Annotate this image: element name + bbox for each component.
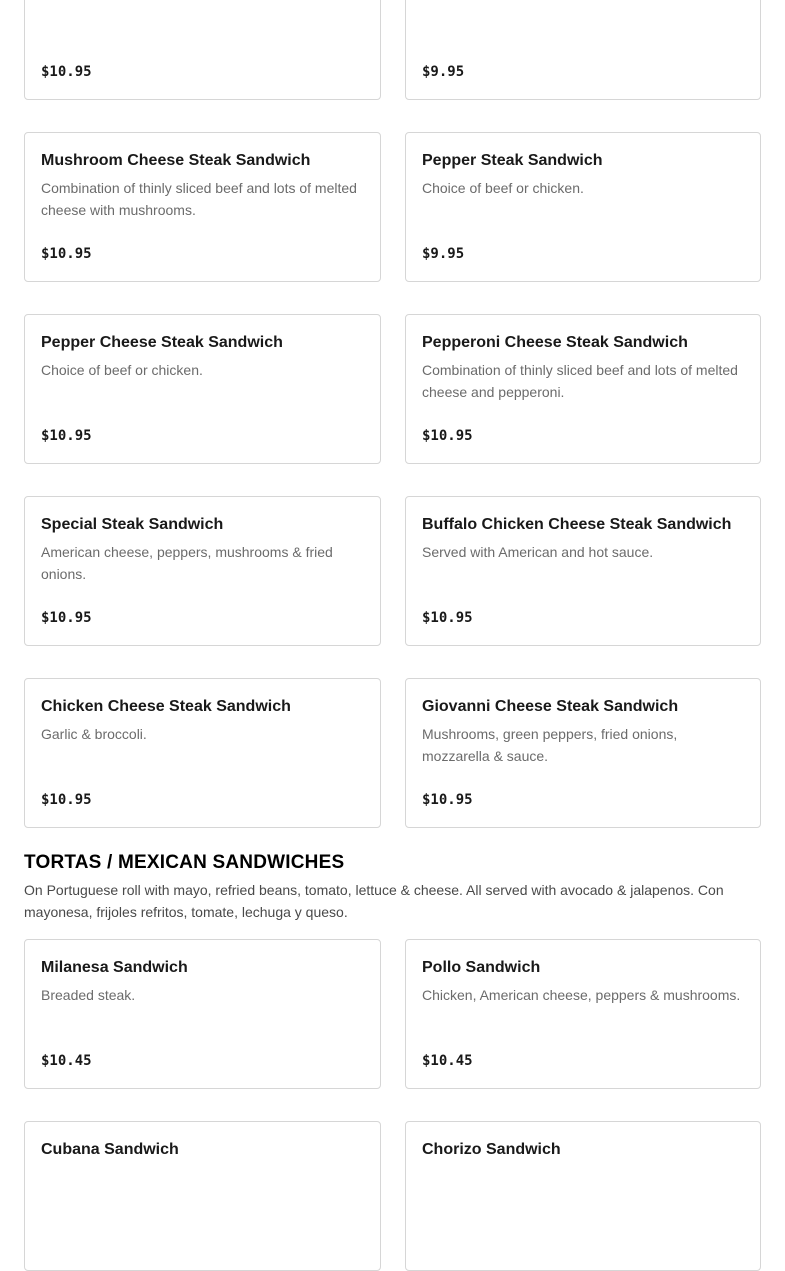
item-description: Choice of beef or chicken. (41, 362, 203, 378)
menu-item-card[interactable] (405, 496, 761, 646)
menu-page (24, 0, 761, 1271)
item-price: $10.45 (422, 1053, 473, 1069)
section-title: TORTAS / MEXICAN SANDWICHES (24, 852, 345, 873)
section-description: On Portuguese roll with mayo, refried beans, tomato, lettuce & cheese. All served with avocado & jalapenos. Con mayonesa, frijoles refritos, tomate, lechuga y queso. (24, 882, 724, 920)
menu-item-card[interactable] (24, 939, 381, 1089)
item-price: $10.95 (41, 792, 92, 808)
item-name: Milanesa Sandwich (41, 959, 188, 976)
menu-item-card[interactable] (405, 939, 761, 1089)
item-price: $10.95 (422, 792, 473, 808)
item-name: Pepperoni Cheese Steak Sandwich (422, 334, 688, 351)
item-price: $10.95 (41, 610, 92, 626)
item-description: Combination of thinly sliced beef and lots of melted cheese with mushrooms. (41, 180, 357, 218)
item-description: Breaded steak. (41, 987, 136, 1003)
item-price: $10.95 (41, 64, 92, 80)
menu-item-card[interactable] (405, 132, 761, 282)
item-name: Cubana Sandwich (41, 1141, 179, 1158)
item-price: $10.45 (41, 1053, 92, 1069)
item-description: Served with American and hot sauce. (422, 544, 654, 560)
item-description: Choice of beef or chicken. (422, 180, 584, 196)
menu-item-card[interactable] (24, 678, 381, 828)
item-description: Garlic & broccoli. (41, 726, 147, 742)
item-description: American cheese, peppers, mushrooms & fried onions. (41, 544, 333, 582)
item-price: $10.95 (422, 610, 473, 626)
menu-item-card[interactable] (405, 1121, 761, 1271)
item-price: $10.95 (41, 428, 92, 444)
menu-item-card[interactable] (24, 132, 381, 282)
item-name: Pepper Cheese Steak Sandwich (41, 334, 283, 351)
item-price: $9.95 (422, 246, 465, 262)
menu-item-card[interactable] (405, 678, 761, 828)
item-name: Buffalo Chicken Cheese Steak Sandwich (422, 516, 732, 533)
item-name: Pollo Sandwich (422, 959, 541, 976)
item-name: Giovanni Cheese Steak Sandwich (422, 698, 679, 715)
menu-item-card[interactable] (405, 0, 761, 100)
menu-item-card[interactable] (405, 314, 761, 464)
menu-item-card[interactable] (24, 0, 381, 100)
item-name: Special Steak Sandwich (41, 516, 224, 533)
steak-sandwich-grid (24, 0, 761, 828)
tortas-grid (24, 939, 761, 1271)
item-price: $10.95 (422, 428, 473, 444)
menu-item-card[interactable] (24, 1121, 381, 1271)
item-price: $10.95 (41, 246, 92, 262)
item-description: Chicken, American cheese, peppers & mushrooms. (422, 987, 741, 1003)
item-name: Chicken Cheese Steak Sandwich (41, 698, 291, 715)
item-description: Mushrooms, green peppers, fried onions, mozzarella & sauce. (422, 726, 678, 764)
item-price: $9.95 (422, 64, 465, 80)
item-name: Chorizo Sandwich (422, 1141, 561, 1158)
item-name: Mushroom Cheese Steak Sandwich (41, 152, 311, 169)
item-name: Pepper Steak Sandwich (422, 152, 603, 169)
item-description: Combination of thinly sliced beef and lots of melted cheese and pepperoni. (422, 362, 738, 400)
menu-item-card[interactable] (24, 314, 381, 464)
menu-item-card[interactable] (24, 496, 381, 646)
tortas-section (24, 852, 761, 1271)
